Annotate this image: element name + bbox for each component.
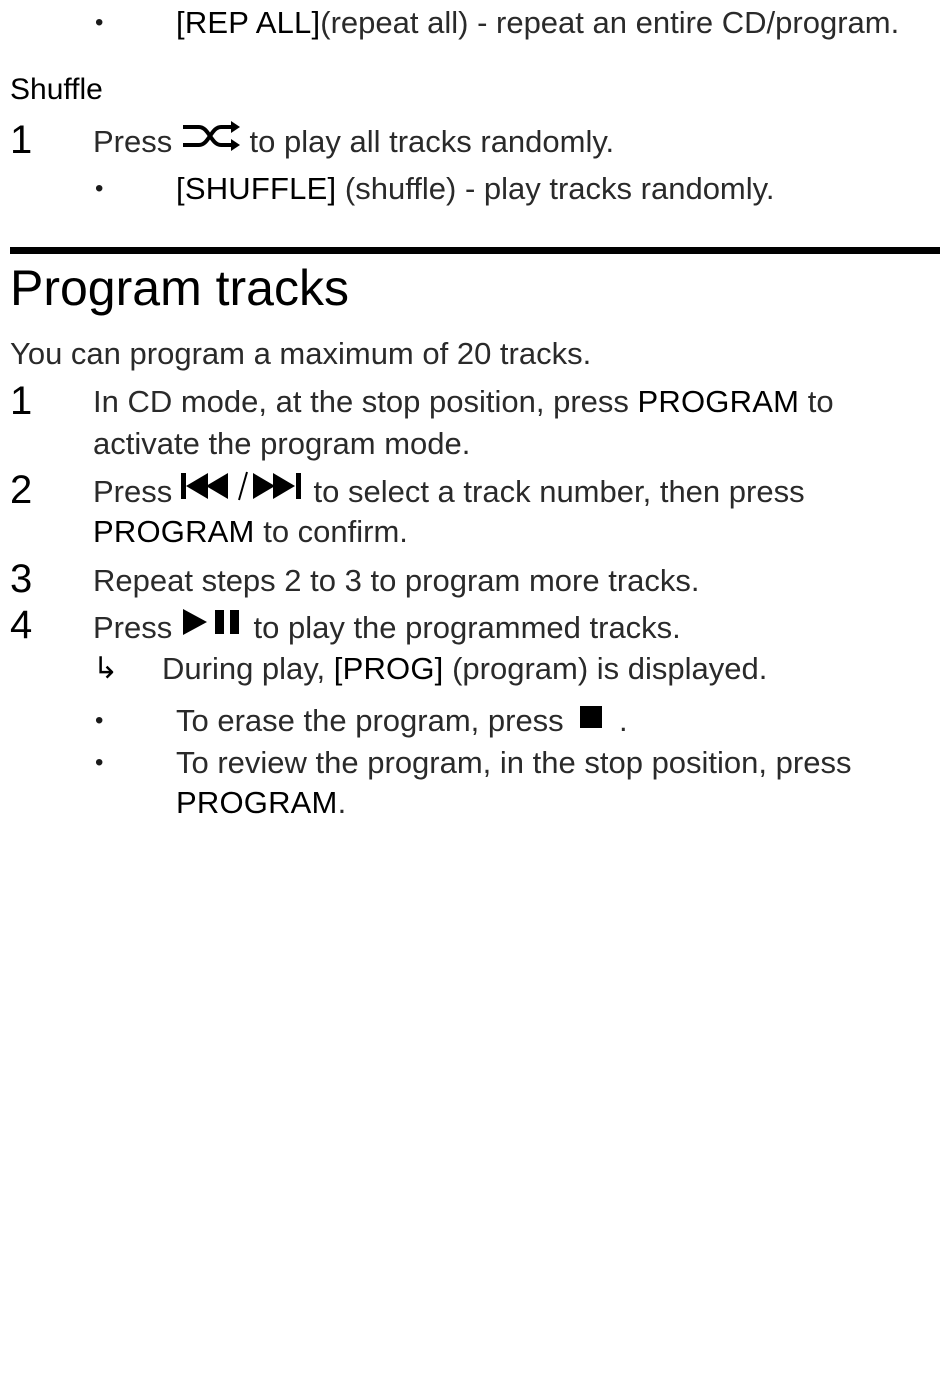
step-text: to confirm. — [263, 514, 408, 549]
step-text: Press — [93, 474, 173, 509]
step-text: to — [807, 384, 834, 419]
shuffle-step — [93, 122, 614, 164]
rep-all-tag: [REP ALL] — [176, 5, 321, 40]
shuffle-heading: Shuffle — [10, 73, 103, 106]
result-text: (program) is displayed. — [452, 651, 768, 686]
section-divider — [10, 247, 940, 254]
bullet-dot: • — [95, 749, 104, 776]
step-number: 4 — [10, 603, 33, 647]
step-2-line-1 — [93, 472, 805, 514]
shuffle-icon — [181, 121, 241, 161]
step-1-line-1 — [93, 382, 834, 422]
step-3-text: Repeat steps 2 to 3 to program more tracks. — [93, 563, 700, 598]
step-text: to select a track number, then press — [313, 474, 805, 509]
page-title: Program tracks — [10, 260, 349, 316]
program-button-label: PROGRAM — [637, 384, 800, 419]
step-number: 2 — [10, 468, 33, 512]
review-note-line-2 — [176, 783, 346, 823]
program-intro: You can program a maximum of 20 tracks. — [10, 336, 592, 371]
bullet-dot: • — [95, 175, 104, 202]
step-number: 1 — [10, 379, 33, 423]
erase-note — [176, 701, 628, 743]
shuffle-step-number: 1 — [10, 118, 33, 162]
step-text: to play the programmed tracks. — [253, 610, 681, 645]
step-number: 3 — [10, 557, 33, 601]
result-text: During play, — [162, 651, 326, 686]
step-4-result — [162, 649, 767, 689]
program-button-label: PROGRAM — [93, 514, 255, 549]
prog-display-tag: [PROG] — [333, 651, 444, 686]
bullet-dot: • — [95, 9, 104, 36]
shuffle-bullet-text: (shuffle) - play tracks randomly. — [344, 171, 775, 206]
review-note-line-1: To review the program, in the stop position, press — [176, 745, 852, 780]
shuffle-tag: [SHUFFLE] — [176, 171, 337, 206]
repeat-all-bullet — [176, 3, 899, 43]
step-text: Press — [93, 610, 173, 645]
shuffle-step-prefix: Press — [93, 124, 173, 159]
step-2-line-2 — [93, 512, 408, 552]
shuffle-step-suffix: to play all tracks randomly. — [249, 124, 615, 159]
result-arrow-icon: ↳ — [93, 652, 119, 685]
shuffle-bullet — [176, 169, 774, 209]
previous-next-icon — [181, 471, 305, 511]
rep-all-text: (repeat all) - repeat an entire CD/program. — [320, 5, 900, 40]
program-button-label: PROGRAM — [176, 785, 338, 820]
note-text: . — [618, 703, 628, 738]
stop-icon — [578, 700, 604, 740]
step-text: In CD mode, at the stop position, press — [93, 384, 629, 419]
step-4-text — [93, 608, 681, 650]
bullet-dot: • — [95, 707, 104, 734]
note-text: To erase the program, press — [176, 703, 564, 738]
play-pause-icon — [181, 607, 245, 647]
step-1-line-2: activate the program mode. — [93, 426, 471, 461]
note-text: . — [337, 785, 347, 820]
